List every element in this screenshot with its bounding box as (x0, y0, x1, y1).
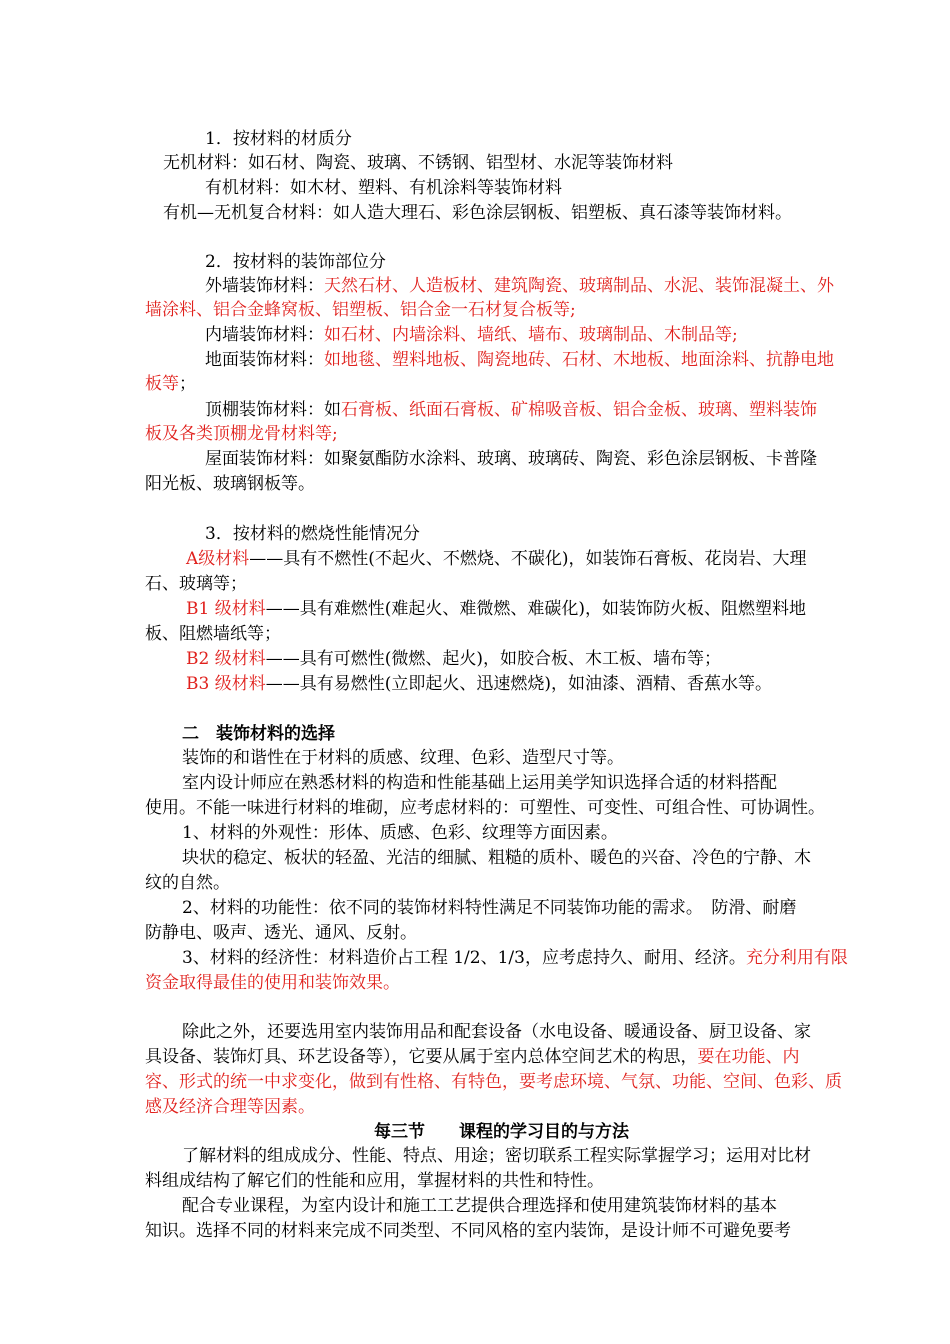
highlighted-text: A级材料 (186, 549, 250, 569)
text-line (145, 372, 196, 396)
text-line (145, 971, 400, 995)
text-line (145, 921, 417, 945)
text-line (182, 1144, 811, 1168)
text-line (205, 127, 352, 151)
body-text: 除此之外，还要选用室内装饰用品和配套设备（水电设备、暖通设备、厨卫设备、家 (182, 1022, 811, 1042)
body-text: 配合专业课程，为室内设计和施工工艺提供合理选择和使用建筑装饰材料的基本 (182, 1196, 777, 1216)
body-text: 防静电、吸声、透光、通风、反射。 (145, 923, 417, 943)
text-line (145, 298, 576, 322)
text-line (182, 821, 618, 845)
body-text: 二 装饰材料的选择 (182, 724, 335, 744)
text-line (182, 771, 777, 795)
body-text: 屋面装饰材料：如聚氨酯防水涂料、玻璃、玻璃砖、陶瓷、彩色涂层钢板、卡普隆 (205, 449, 817, 469)
body-text: 有机材料：如木材、塑料、有机涂料等装饰材料 (205, 178, 562, 198)
text-line (205, 274, 834, 298)
text-line (205, 447, 817, 471)
text-line (374, 1120, 629, 1144)
text-line (186, 647, 721, 671)
body-text: 使用。不能一味进行材料的堆砌，应考虑材料的：可塑性、可变性、可组合性、可协调性。 (145, 798, 825, 818)
body-text: 地面装饰材料： (205, 350, 324, 370)
highlighted-text: 如石材、内墙涂料、墙纸、墙布、玻璃制品、木制品等; (324, 325, 738, 345)
text-line (182, 746, 624, 770)
body-text: 2、材料的功能性：依不同的装饰材料特性满足不同装饰功能的需求。 防滑、耐磨 (182, 898, 797, 918)
body-text: 装饰的和谐性在于材料的质感、纹理、色彩、造型尺寸等。 (182, 748, 624, 768)
highlighted-text: 板及各类顶棚龙骨材料等; (145, 424, 338, 444)
text-line (182, 896, 796, 920)
text-line (145, 1169, 604, 1193)
text-line (163, 201, 792, 225)
highlighted-text: B1 级材料 (186, 599, 266, 619)
text-line (182, 722, 335, 746)
text-line (145, 1095, 315, 1119)
highlighted-text: 板等 (145, 374, 179, 394)
body-text: 室内设计师应在熟悉材料的构造和性能基础上运用美学知识选择合适的材料搭配 (182, 773, 777, 793)
highlighted-text: 充分利用有限 (745, 948, 848, 968)
text-line (182, 1020, 811, 1044)
body-text: 顶棚装饰材料：如 (205, 400, 341, 420)
body-text: 每三节 课程的学习目的与方法 (374, 1122, 629, 1142)
body-text: 2．按材料的装饰部位分 (205, 252, 386, 272)
body-text: ——具有易燃性(立即起火、迅速燃烧)，如油漆、酒精、香蕉水等。 (265, 674, 772, 694)
text-line (186, 597, 806, 621)
highlighted-text: B3 级材料 (186, 674, 266, 694)
text-line (163, 151, 673, 175)
body-text: 纹的自然。 (145, 873, 230, 893)
body-text: 阳光板、玻璃钢板等。 (145, 474, 315, 494)
text-line (205, 250, 386, 274)
highlighted-text: B2 级材料 (186, 649, 266, 669)
highlighted-text: 容、形式的统一中求变化，做到有性格、有特色，要考虑环境、气氛、功能、空间、色彩、质 (145, 1072, 842, 1092)
body-text: ——具有可燃性(微燃、起火)，如胶合板、木工板、墙布等； (265, 649, 721, 669)
text-line (145, 622, 281, 646)
text-line (145, 1045, 800, 1069)
text-line (205, 348, 834, 372)
text-line (205, 176, 562, 200)
text-line (145, 1070, 842, 1094)
text-line (205, 398, 817, 422)
body-text: ——具有不燃性(不起火、不燃烧、不碳化)，如装饰石膏板、花岗岩、大理 (249, 549, 807, 569)
highlighted-text: 要在功能、内 (697, 1047, 800, 1067)
text-line (182, 1194, 777, 1218)
highlighted-text: 石膏板、纸面石膏板、矿棉吸音板、铝合金板、玻璃、塑料装饰 (341, 400, 817, 420)
text-line (145, 871, 230, 895)
body-text: ； (179, 374, 196, 394)
text-line (145, 1219, 791, 1243)
highlighted-text: 资金取得最佳的使用和装饰效果。 (145, 973, 400, 993)
body-text: 了解材料的组成成分、性能、特点、用途；密切联系工程实际掌握学习；运用对比材 (182, 1146, 811, 1166)
body-text: 知识。选择不同的材料来完成不同类型、不同风格的室内装饰，是设计师不可避免要考 (145, 1221, 791, 1241)
body-text: 具设备、装饰灯具、环艺设备等），它要从属于室内总体空间艺术的构思， (145, 1047, 698, 1067)
highlighted-text: 天然石材、人造板材、建筑陶瓷、玻璃制品、水泥、装饰混凝土、外 (324, 276, 834, 296)
text-line (145, 422, 338, 446)
highlighted-text: 墙涂料、铝合金蜂窝板、铝塑板、铝合金一石材复合板等; (145, 300, 576, 320)
text-line (186, 547, 807, 571)
body-text: 1．按材料的材质分 (205, 129, 352, 149)
text-line (145, 472, 315, 496)
text-line (182, 846, 811, 870)
body-text: 料组成结构了解它们的性能和应用，掌握材料的共性和特性。 (145, 1171, 604, 1191)
body-text: 内墙装饰材料： (205, 325, 324, 345)
body-text: 3、材料的经济性：材料造价占工程 1/2、1/3，应考虑持久、耐用、经济。 (182, 948, 746, 968)
body-text: 有机—无机复合材料：如人造大理石、彩色涂层钢板、铝塑板、真石漆等装饰材料。 (163, 203, 792, 223)
text-line (186, 672, 772, 696)
text-line (205, 522, 420, 546)
highlighted-text: 如地毯、塑料地板、陶瓷地砖、石材、木地板、地面涂料、抗静电地 (324, 350, 834, 370)
text-line (205, 323, 738, 347)
text-line (145, 796, 825, 820)
body-text: 1、材料的外观性：形体、质感、色彩、纹理等方面因素。 (182, 823, 618, 843)
highlighted-text: 感及经济合理等因素。 (145, 1097, 315, 1117)
body-text: 3．按材料的燃烧性能情况分 (205, 524, 420, 544)
body-text: 无机材料：如石材、陶瓷、玻璃、不锈钢、铝型材、水泥等装饰材料 (163, 153, 673, 173)
text-line (145, 572, 247, 596)
body-text: 板、阻燃墙纸等； (145, 624, 281, 644)
text-line (182, 946, 848, 970)
body-text: ——具有难燃性(难起火、难微燃、难碳化)，如装饰防火板、阻燃塑料地 (265, 599, 806, 619)
body-text: 外墙装饰材料： (205, 276, 324, 296)
body-text: 块状的稳定、板状的轻盈、光洁的细腻、粗糙的质朴、暖色的兴奋、冷色的宁静、木 (182, 848, 811, 868)
body-text: 石、玻璃等； (145, 574, 247, 594)
